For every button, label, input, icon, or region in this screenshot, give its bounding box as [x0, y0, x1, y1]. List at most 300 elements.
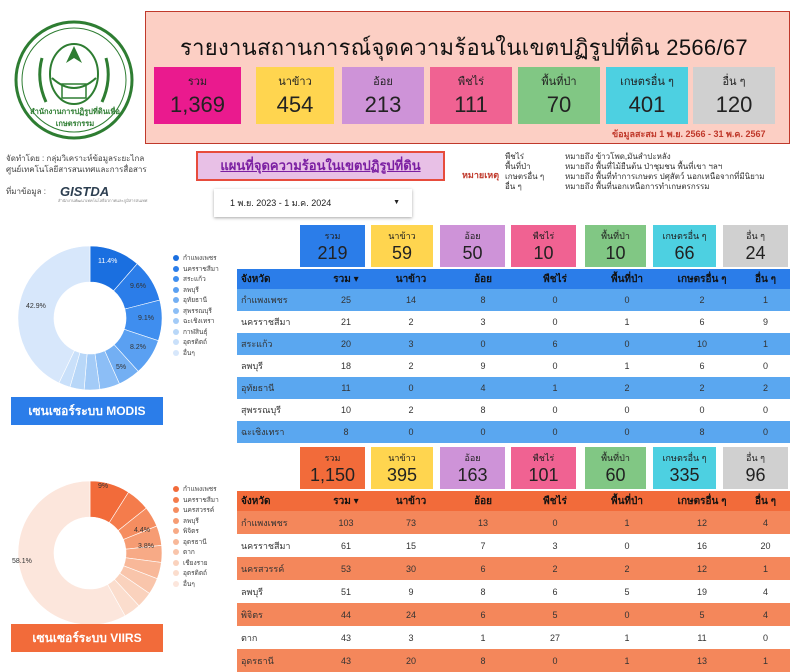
- remark-value: หมายถึง พื้นที่นอกเหนือการทำเกษตรกรรม: [565, 182, 710, 191]
- stat-value: 70: [546, 92, 572, 117]
- value-cell: 13: [696, 655, 707, 666]
- value-cell: 9: [408, 586, 414, 597]
- value-cell: 2: [624, 563, 630, 574]
- modis-stat-3: [511, 225, 576, 267]
- viirs-stat-4: [585, 447, 646, 489]
- legend-item: [173, 349, 219, 360]
- stat-label: อื่น ๆ: [722, 76, 746, 88]
- stat-value: 335: [669, 465, 700, 485]
- header-stat-6: [693, 67, 775, 124]
- value-cell: 0: [762, 427, 768, 437]
- stat-value: 59: [391, 243, 413, 263]
- stat-value: 10: [605, 243, 626, 263]
- modis-stat-2: [440, 225, 505, 267]
- prepared-by: จัดทำโดย : กลุ่มวิเคราะห์ข้อมูลระยะไกล: [6, 154, 145, 163]
- legend-label: อื่นๆ: [183, 349, 195, 357]
- province-cell: ลพบุรี: [241, 361, 263, 371]
- viirs-donut-chart: [10, 473, 170, 633]
- value-cell: 4: [762, 586, 768, 597]
- stat-value: 1,369: [169, 92, 226, 117]
- slice-label: 4.4%: [134, 527, 150, 534]
- value-cell: 25: [340, 295, 351, 305]
- value-cell: 0: [552, 517, 558, 528]
- remark-keys: [505, 152, 544, 192]
- legend-item: [173, 527, 219, 538]
- legend-dot-icon: [173, 507, 179, 513]
- modis-stat-1: [371, 225, 433, 267]
- legend-label: สระแก้ว: [183, 276, 206, 283]
- legend-item: [173, 275, 219, 286]
- stat-label: อื่น ๆ: [746, 453, 765, 463]
- modis-stat-5: [653, 225, 716, 267]
- column-header: นาข้าว: [395, 273, 427, 285]
- value-cell: 6: [480, 563, 486, 574]
- column-header[interactable]: รวม ▾: [333, 495, 359, 507]
- viirs-stat-2: [440, 447, 505, 489]
- column-header: นาข้าว: [395, 495, 427, 507]
- table-row[interactable]: [237, 333, 790, 355]
- value-cell: 15: [405, 540, 416, 551]
- viirs-table: [237, 491, 790, 672]
- value-cell: 3: [408, 339, 414, 349]
- table-row[interactable]: [237, 511, 790, 534]
- value-cell: 0: [408, 427, 414, 437]
- stat-label: เกษตรอื่น ๆ: [620, 76, 674, 88]
- column-header: พื้นที่ป่า: [611, 495, 643, 507]
- value-cell: 11: [341, 383, 351, 393]
- header-stat-2: [342, 67, 424, 124]
- viirs-legend: [173, 485, 219, 590]
- stat-value: 66: [674, 243, 695, 263]
- stat-value: 213: [364, 92, 402, 117]
- legend-dot-icon: [173, 266, 179, 272]
- stat-value: 1,150: [309, 465, 356, 485]
- legend-dot-icon: [173, 549, 179, 555]
- value-cell: 2: [552, 563, 558, 574]
- value-cell: 0: [552, 405, 558, 415]
- legend-label: พิจิตร: [183, 528, 199, 535]
- value-cell: 103: [338, 517, 354, 528]
- legend-label: อุดรธานี: [183, 538, 207, 546]
- value-cell: 44: [340, 609, 351, 620]
- value-cell: 2: [408, 361, 414, 371]
- value-cell: 1: [480, 632, 486, 643]
- value-cell: 61: [340, 540, 351, 551]
- value-cell: 2: [699, 295, 705, 305]
- date-range-picker[interactable]: [214, 189, 412, 217]
- legend-label: สุพรรณบุรี: [183, 307, 212, 315]
- stat-value: 120: [715, 92, 753, 117]
- table-header-row: [237, 491, 790, 511]
- legend-item: [173, 538, 219, 549]
- stat-value: 24: [745, 243, 766, 263]
- legend-label: ลพบุรี: [183, 517, 199, 525]
- legend-dot-icon: [173, 350, 179, 356]
- value-cell: 7: [480, 540, 486, 551]
- legend-item: [173, 548, 219, 559]
- column-header: อื่น ๆ: [755, 495, 776, 507]
- viirs-stat-3: [511, 447, 576, 489]
- remark-value: หมายถึง พื้นที่ไม้ยืนต้น ป่าชุมชน พื้นที่เขา ฯลฯ: [565, 162, 723, 171]
- value-cell: 4: [480, 383, 486, 393]
- table-row[interactable]: [237, 557, 790, 580]
- table-row[interactable]: [237, 289, 790, 311]
- gistda-logo: GISTDA: [60, 184, 110, 199]
- remark-value: หมายถึง พื้นที่ทำการเกษตร ปศุสัตว์ นอกเหนือจากที่มีนิยาม: [565, 172, 765, 181]
- province-cell: พิจิตร: [241, 609, 263, 620]
- value-cell: 1: [762, 563, 768, 574]
- value-cell: 2: [699, 383, 705, 393]
- value-cell: 10: [696, 339, 707, 349]
- value-cell: 14: [405, 295, 416, 305]
- value-cell: 5: [624, 586, 630, 597]
- source-label: ที่มาข้อมูล :: [6, 187, 46, 196]
- value-cell: 1: [624, 361, 630, 371]
- province-cell: กำแพงเพชร: [241, 517, 288, 528]
- table-header-row: [237, 269, 790, 289]
- value-cell: 1: [762, 295, 768, 305]
- value-cell: 0: [624, 339, 630, 349]
- stat-value: 10: [533, 243, 554, 263]
- value-cell: 11: [697, 632, 707, 643]
- value-cell: 20: [405, 655, 416, 666]
- stat-label: อ้อย: [464, 453, 481, 463]
- value-cell: 8: [480, 586, 486, 597]
- stat-value: 454: [276, 92, 314, 117]
- remark-value: หมายถึง ข้าวโพด,มันสำปะหลัง: [565, 152, 671, 161]
- table-row[interactable]: [237, 377, 790, 399]
- value-cell: 3: [480, 317, 486, 327]
- modis-donut-chart: [10, 238, 170, 398]
- header-stat-0: [154, 67, 241, 124]
- column-header: เกษตรอื่น ๆ: [677, 273, 727, 285]
- stat-value: 50: [462, 243, 483, 263]
- legend-label: ตาก: [183, 549, 195, 556]
- legend-label: กำแพงเพชร: [183, 255, 217, 262]
- column-header: จังหวัด: [241, 273, 271, 285]
- stat-value: 111: [454, 92, 488, 117]
- value-cell: 5: [552, 609, 558, 620]
- stat-label: พื้นที่ป่า: [541, 76, 577, 88]
- value-cell: 0: [552, 361, 558, 371]
- header-stat-4: [518, 67, 600, 124]
- table-row[interactable]: [237, 421, 790, 443]
- value-cell: 43: [340, 632, 351, 643]
- stat-label: อ้อย: [464, 231, 481, 241]
- slice-label: 42.9%: [26, 303, 46, 310]
- map-link-button[interactable]: แผนที่จุดความร้อนในเขตปฏิรูปที่ดิน: [196, 151, 445, 181]
- table-row[interactable]: [237, 626, 790, 649]
- stat-value: 60: [605, 465, 626, 485]
- value-cell: 1: [762, 655, 768, 666]
- column-header: เกษตรอื่น ๆ: [677, 495, 727, 507]
- value-cell: 1: [624, 317, 630, 327]
- value-cell: 20: [760, 540, 771, 551]
- value-cell: 10: [340, 405, 351, 415]
- value-cell: 53: [340, 563, 351, 574]
- viirs-sensor-button[interactable]: เซนเซอร์ระบบ VIIRS: [11, 624, 163, 652]
- province-cell: อุดรธานี: [241, 655, 274, 666]
- value-cell: 5: [699, 609, 705, 620]
- legend-label: เชียงราย: [183, 559, 208, 567]
- viirs-stat-5: [653, 447, 716, 489]
- stat-value: 395: [386, 465, 418, 485]
- modis-legend: [173, 254, 219, 359]
- slice-label: 5%: [116, 364, 127, 371]
- legend-dot-icon: [173, 318, 179, 324]
- table-row[interactable]: [237, 311, 790, 333]
- column-header: พืชไร่: [543, 273, 567, 285]
- value-cell: 1: [762, 339, 768, 349]
- legend-label: นครราชสีมา: [183, 496, 219, 504]
- stat-label: อื่น ๆ: [746, 231, 765, 241]
- value-cell: 6: [699, 361, 705, 371]
- legend-item: [173, 296, 219, 307]
- stat-label: พื้นที่ป่า: [601, 453, 630, 463]
- legend-item: [173, 307, 219, 318]
- value-cell: 6: [699, 317, 705, 327]
- value-cell: 24: [405, 609, 416, 620]
- remark-values: [565, 152, 765, 192]
- province-cell: ลพบุรี: [241, 586, 263, 597]
- table-row[interactable]: [237, 355, 790, 377]
- stat-label: พืชไร่: [532, 453, 555, 463]
- value-cell: 12: [696, 517, 707, 528]
- legend-label: นครสวรรค์: [183, 507, 215, 514]
- province-cell: นครราชสีมา: [241, 317, 291, 327]
- header-stat-5: [606, 67, 688, 124]
- value-cell: 27: [549, 632, 560, 643]
- column-header: พืชไร่: [543, 495, 567, 507]
- legend-dot-icon: [173, 255, 179, 261]
- column-header: อ้อย: [474, 273, 492, 285]
- value-cell: 0: [480, 339, 486, 349]
- value-cell: 1: [552, 383, 558, 393]
- province-cell: ตาก: [241, 632, 258, 643]
- legend-item: [173, 580, 219, 591]
- header-stat-3: [430, 67, 512, 124]
- legend-label: นครราชสีมา: [183, 265, 219, 273]
- value-cell: 0: [624, 405, 630, 415]
- value-cell: 8: [480, 655, 486, 666]
- value-cell: 8: [480, 405, 486, 415]
- value-cell: 12: [696, 563, 707, 574]
- slice-label: 58.1%: [12, 558, 32, 565]
- value-cell: 1: [624, 517, 630, 528]
- value-cell: 0: [480, 427, 486, 437]
- legend-dot-icon: [173, 287, 179, 293]
- slice-label: 8.2%: [130, 344, 146, 351]
- value-cell: 2: [408, 405, 414, 415]
- legend-dot-icon: [173, 486, 179, 492]
- value-cell: 43: [340, 655, 351, 666]
- column-header: จังหวัด: [241, 495, 271, 507]
- slice-label: 9%: [98, 483, 109, 490]
- slice-label: 9.1%: [138, 315, 154, 322]
- province-cell: นครสวรรค์: [241, 563, 285, 574]
- value-cell: 0: [762, 361, 768, 371]
- value-cell: 3: [408, 632, 414, 643]
- column-header: อื่น ๆ: [755, 273, 776, 285]
- remark-key: พื้นที่ป่า: [505, 162, 531, 171]
- legend-item: [173, 569, 219, 580]
- stat-value: 101: [528, 465, 559, 485]
- remark-label: หมายเหตุ: [462, 170, 500, 180]
- stat-value: 96: [745, 465, 766, 485]
- stat-label: รวม: [324, 453, 341, 463]
- legend-label: อุตรดิตถ์: [183, 570, 207, 577]
- stat-label: พืชไร่: [532, 231, 555, 241]
- legend-dot-icon: [173, 276, 179, 282]
- value-cell: 0: [552, 427, 558, 437]
- page-title: รายงานสถานการณ์จุดความร้อนในเขตปฏิรูปที่ดิน 2566/67: [180, 35, 748, 60]
- value-cell: 21: [340, 317, 351, 327]
- legend-label: อุทัยธานี: [183, 297, 208, 304]
- value-cell: 0: [624, 295, 630, 305]
- center-name: ศูนย์เทคโนโลยีสารสนเทศและการสื่อสาร: [6, 165, 147, 174]
- column-header: อ้อย: [474, 495, 492, 507]
- province-cell: นครราชสีมา: [241, 540, 291, 551]
- table-row[interactable]: [237, 399, 790, 421]
- stat-label: นาข้าว: [388, 231, 416, 241]
- value-cell: 73: [405, 517, 416, 528]
- legend-item: [173, 265, 219, 276]
- legend-label: กาฬสินธุ์: [183, 328, 208, 336]
- stat-label: พื้นที่ป่า: [601, 231, 630, 241]
- value-cell: 8: [480, 295, 486, 305]
- modis-table: [237, 269, 790, 443]
- slice-label: 3.8%: [138, 543, 154, 550]
- gistda-subtitle: สำนักงานพัฒนาเทคโนโลยีอวกาศและภูมิสารสนเทศ: [58, 198, 148, 203]
- value-cell: 9: [762, 317, 768, 327]
- value-cell: 0: [762, 632, 768, 643]
- legend-label: ฉะเชิงเทรา: [183, 318, 215, 325]
- accumulated-note: ข้อมูลสะสม 1 พ.ย. 2566 - 31 พ.ค. 2567: [612, 129, 766, 139]
- value-cell: 6: [552, 339, 558, 349]
- legend-dot-icon: [173, 581, 179, 587]
- value-cell: 16: [696, 540, 707, 551]
- value-cell: 0: [552, 295, 558, 305]
- stat-label: รวม: [187, 76, 208, 88]
- value-cell: 2: [408, 317, 414, 327]
- value-cell: 4: [762, 517, 768, 528]
- legend-item: [173, 485, 219, 496]
- column-header[interactable]: รวม ▾: [333, 273, 359, 285]
- date-range-value: 1 พ.ย. 2023 - 1 ม.ค. 2024: [230, 198, 332, 208]
- value-cell: 51: [340, 586, 351, 597]
- value-cell: 18: [340, 361, 351, 371]
- value-cell: 0: [624, 427, 630, 437]
- table-row[interactable]: [237, 649, 790, 672]
- modis-stat-4: [585, 225, 646, 267]
- value-cell: 0: [552, 655, 558, 666]
- legend-label: กำแพงเพชร: [183, 486, 217, 493]
- modis-sensor-button[interactable]: เซนเซอร์ระบบ MODIS: [11, 397, 163, 425]
- legend-item: [173, 317, 219, 328]
- value-cell: 1: [624, 632, 630, 643]
- legend-item: [173, 506, 219, 517]
- stat-value: 401: [628, 92, 666, 117]
- stat-label: รวม: [324, 231, 341, 241]
- legend-label: อื่นๆ: [183, 580, 195, 588]
- modis-stat-0: [300, 225, 365, 267]
- value-cell: 0: [699, 405, 705, 415]
- value-cell: 8: [343, 427, 349, 437]
- legend-dot-icon: [173, 560, 179, 566]
- viirs-stat-0: [300, 447, 365, 489]
- stat-value: 163: [457, 465, 488, 485]
- value-cell: 20: [340, 339, 351, 349]
- value-cell: 13: [477, 517, 488, 528]
- value-cell: 30: [405, 563, 416, 574]
- value-cell: 4: [762, 609, 768, 620]
- legend-item: [173, 559, 219, 570]
- value-cell: 0: [624, 540, 630, 551]
- province-cell: สระแก้ว: [241, 339, 273, 349]
- table-row[interactable]: [237, 534, 790, 557]
- legend-item: [173, 496, 219, 507]
- province-cell: ฉะเชิงเทรา: [241, 427, 285, 437]
- value-cell: 8: [699, 427, 705, 437]
- legend-dot-icon: [173, 497, 179, 503]
- value-cell: 0: [624, 609, 630, 620]
- legend-dot-icon: [173, 329, 179, 335]
- slice-label: 11.4%: [98, 258, 118, 265]
- value-cell: 3: [552, 540, 558, 551]
- header-stat-1: [256, 67, 334, 124]
- value-cell: 0: [552, 317, 558, 327]
- value-cell: 0: [762, 405, 768, 415]
- stat-value: 219: [317, 243, 348, 263]
- stat-label: พืชไร่: [457, 76, 485, 88]
- legend-item: [173, 254, 219, 265]
- value-cell: 19: [696, 586, 707, 597]
- stat-label: เกษตรอื่น ๆ: [662, 231, 707, 241]
- value-cell: 9: [480, 361, 486, 371]
- table-row[interactable]: [237, 580, 790, 603]
- value-cell: 0: [408, 383, 414, 393]
- legend-item: [173, 338, 219, 349]
- province-cell: อุทัยธานี: [241, 383, 275, 393]
- legend-dot-icon: [173, 339, 179, 345]
- viirs-stat-6: [723, 447, 788, 489]
- legend-dot-icon: [173, 528, 179, 534]
- chevron-down-icon: ▼: [393, 199, 400, 206]
- legend-item: [173, 517, 219, 528]
- value-cell: 1: [624, 655, 630, 666]
- legend-dot-icon: [173, 518, 179, 524]
- legend-label: ลพบุรี: [183, 286, 199, 294]
- stat-label: อ้อย: [373, 76, 393, 88]
- remark-key: เกษตรอื่น ๆ: [505, 172, 545, 181]
- legend-dot-icon: [173, 539, 179, 545]
- value-cell: 2: [624, 383, 630, 393]
- viirs-stat-1: [371, 447, 433, 489]
- value-cell: 6: [480, 609, 486, 620]
- stat-label: เกษตรอื่น ๆ: [662, 453, 707, 463]
- legend-dot-icon: [173, 570, 179, 576]
- table-row[interactable]: [237, 603, 790, 626]
- legend-dot-icon: [173, 308, 179, 314]
- legend-dot-icon: [173, 297, 179, 303]
- value-cell: 6: [552, 586, 558, 597]
- legend-item: [173, 328, 219, 339]
- column-header: พื้นที่ป่า: [611, 273, 643, 285]
- stat-label: นาข้าว: [388, 453, 416, 463]
- stat-label: นาข้าว: [278, 76, 312, 88]
- remark-key: พืชไร่: [505, 152, 525, 161]
- modis-stat-6: [723, 225, 788, 267]
